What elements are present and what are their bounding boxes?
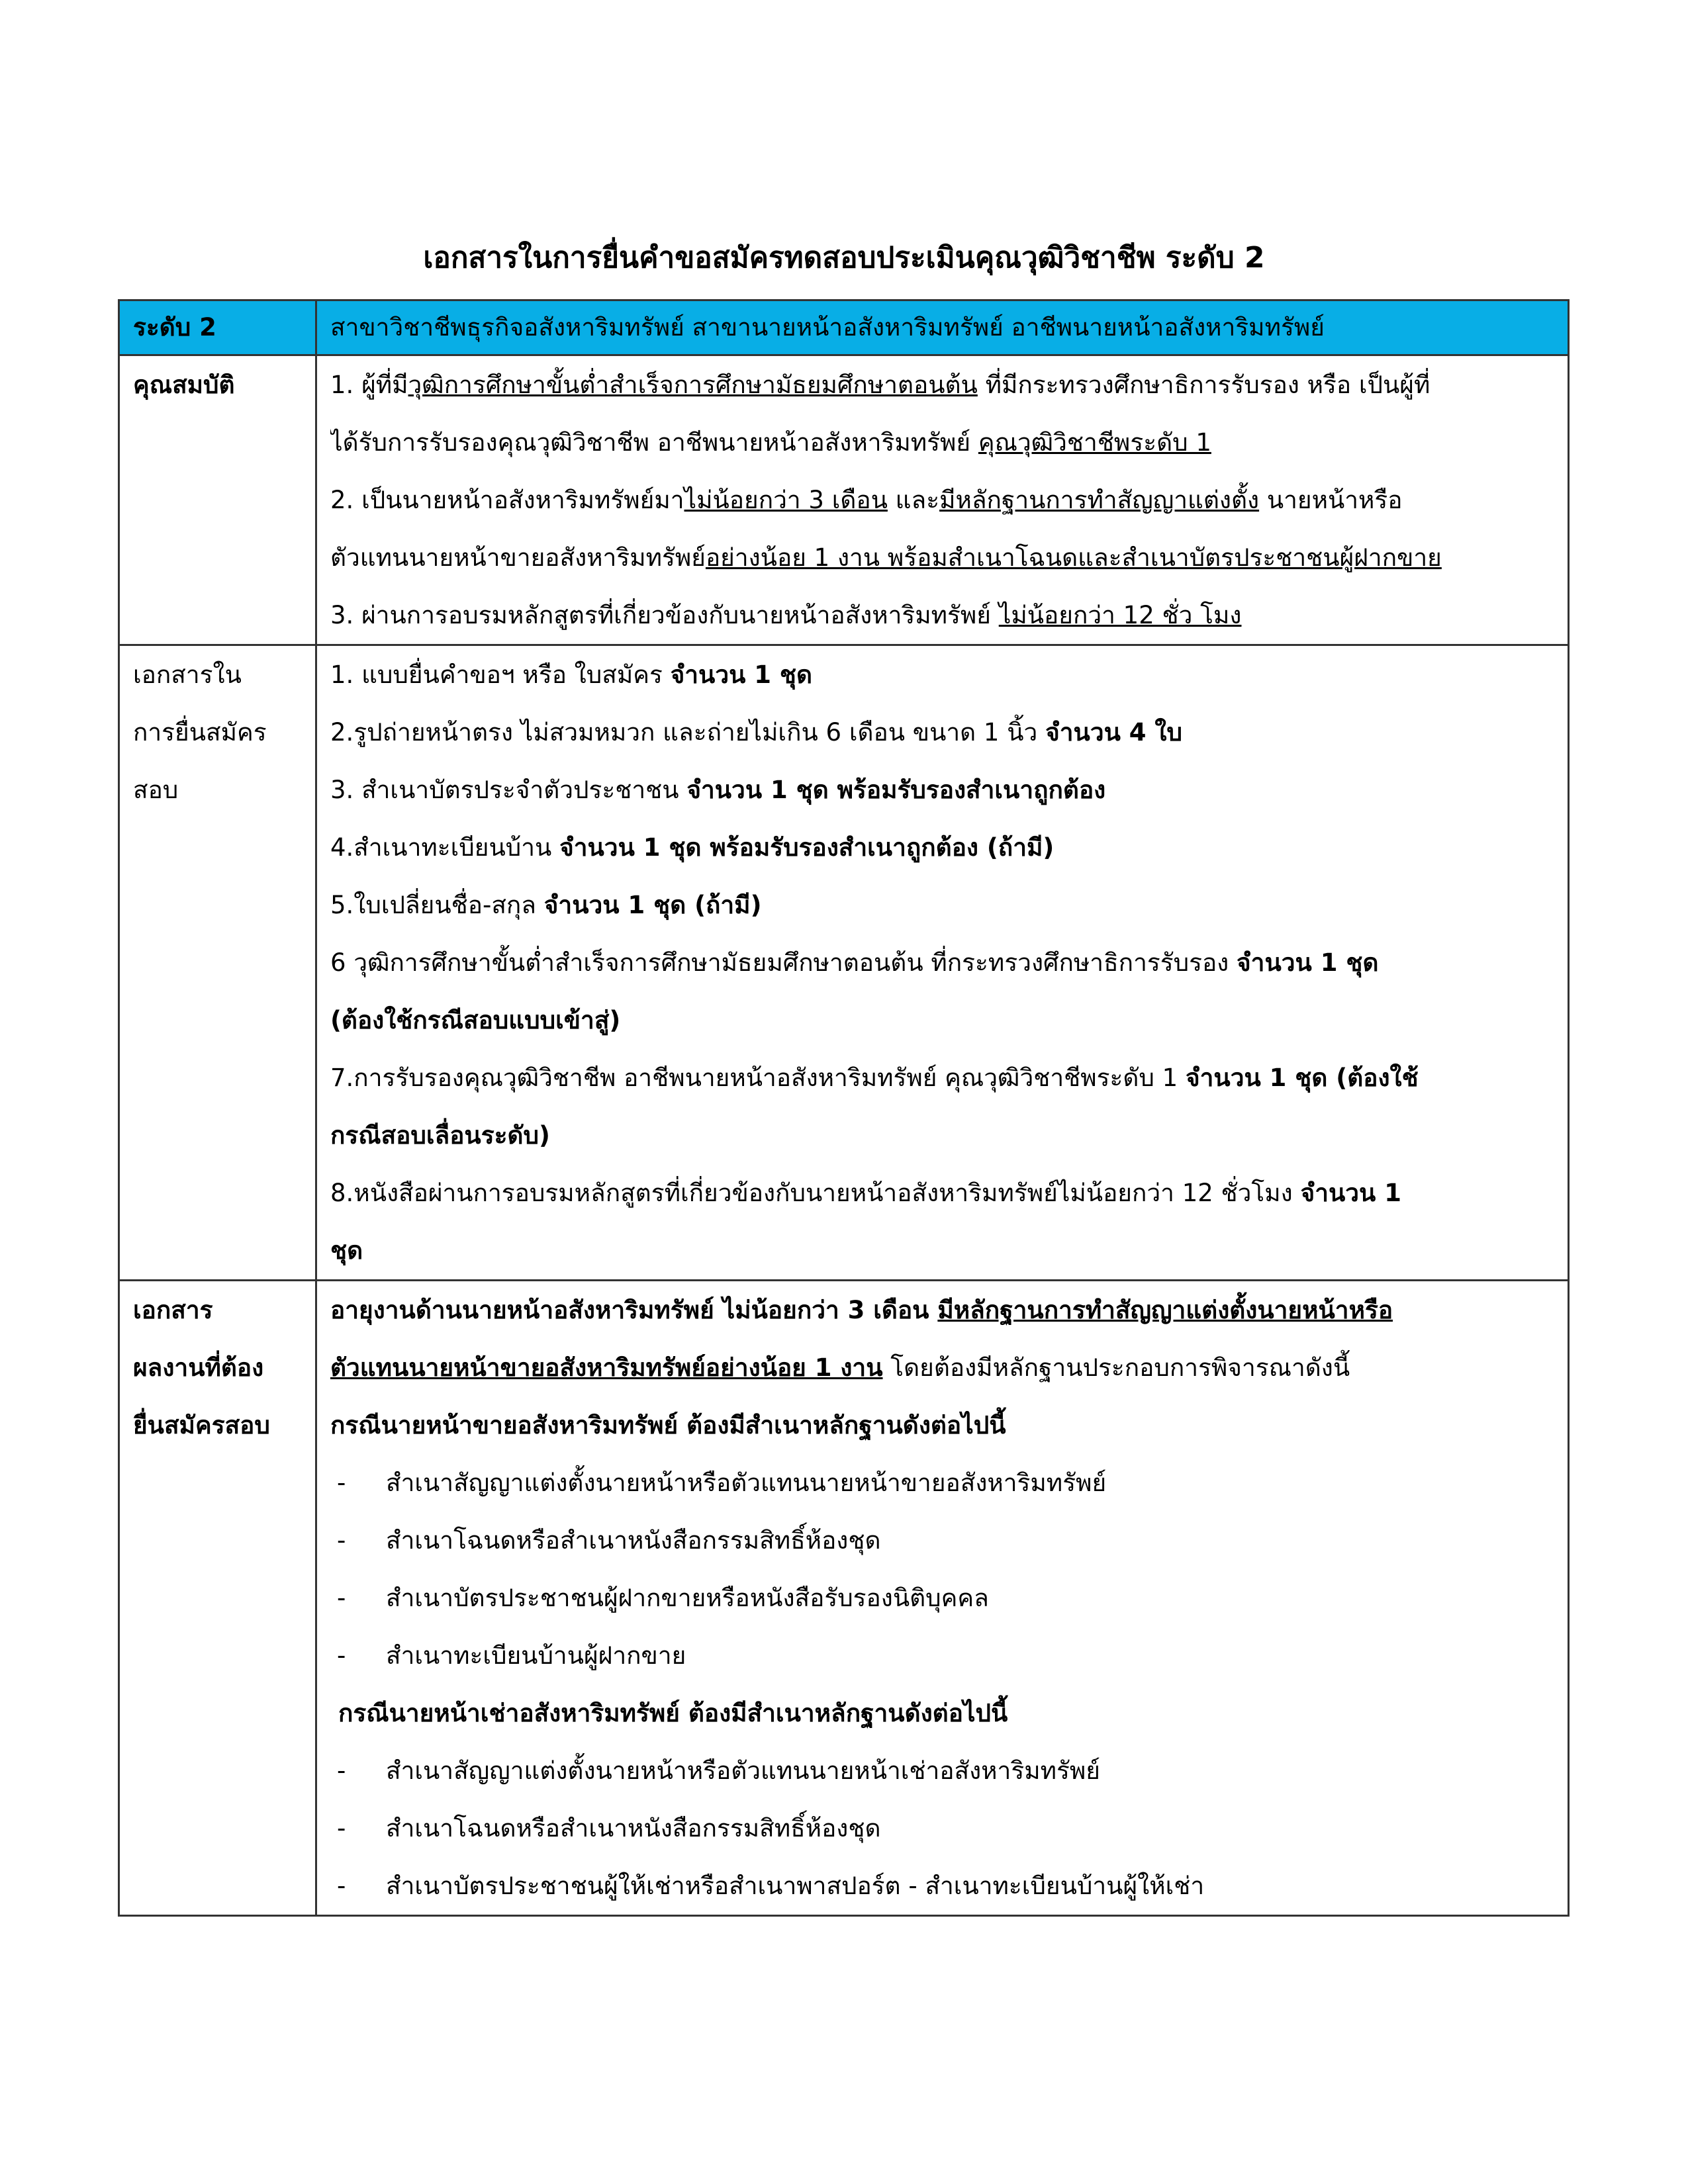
application-documents-row xyxy=(119,645,1569,1281)
dash-bullet: - xyxy=(337,1814,346,1843)
table-header-row xyxy=(119,300,1569,355)
list-item: 6 วุฒิการศึกษาขั้นต่ำสำเร็จการศึกษามัธยมศึกษาตอนต้น ที่กระทรวงศึกษาธิการรับรอง จำนวน 1 ชุด xyxy=(330,948,1379,977)
list-item: 8.หนังสือผ่านการอบรมหลักสูตรที่เกี่ยวข้องกับนายหน้าอสังหาริมทรัพย์ไม่น้อยกว่า 12 ชั่วโมง จำนวน 1 xyxy=(330,1179,1401,1207)
list-item: - สำเนาสัญญาแต่งตั้งนายหน้าหรือตัวแทนนายหน้าเช่าอสังหาริมทรัพย์ xyxy=(330,1742,1568,1799)
qualifications-label: คุณสมบัติ xyxy=(119,355,316,645)
list-item-continuation: กรณีสอบเลื่อนระดับ) xyxy=(330,1121,550,1150)
qualification-line: 2. เป็นนายหน้าอสังหาริมทรัพย์มาไม่น้อยกว่า 3 เดือน และมีหลักฐานการทำสัญญาแต่งตั้ง นายหน้าหรือ xyxy=(330,486,1403,514)
list-item: - สำเนาทะเบียนบ้านผู้ฝากขาย xyxy=(330,1627,1568,1684)
dash-bullet: - xyxy=(337,1641,346,1670)
work-requirement-line: ตัวแทนนายหน้าขายอสังหาริมทรัพย์อย่างน้อย 1 งาน โดยต้องมีหลักฐานประกอบการพิจารณาดังนี้ xyxy=(330,1353,1350,1382)
list-item: 3. สำเนาบัตรประจำตัวประชาชน จำนวน 1 ชุด พร้อมรับรองสำเนาถูกต้อง xyxy=(330,776,1106,804)
list-item: - สำเนาบัตรประชาชนผู้ให้เช่าหรือสำเนาพาสปอร์ต - สำเนาทะเบียนบ้านผู้ให้เช่า xyxy=(330,1857,1568,1915)
qualification-line: ตัวแทนนายหน้าขายอสังหาริมทรัพย์อย่างน้อย 1 งาน พร้อมสำเนาโฉนดและสำเนาบัตรประชาชนผู้ฝากขาย xyxy=(330,543,1442,572)
work-documents-content xyxy=(316,1281,1569,1916)
list-item: - สำเนาบัตรประชาชนผู้ฝากขายหรือหนังสือรับรองนิติบุคคล xyxy=(330,1569,1568,1627)
rent-case-heading: กรณีนายหน้าเช่าอสังหาริมทรัพย์ ต้องมีสำเนาหลักฐานดังต่อไปนี้ xyxy=(338,1699,1008,1727)
qualifications-row xyxy=(119,355,1569,645)
work-requirement-line: อายุงานด้านนายหน้าอสังหาริมทรัพย์ ไม่น้อยกว่า 3 เดือน มีหลักฐานการทำสัญญาแต่งตั้งนายหน้าหรือ xyxy=(330,1296,1393,1324)
qualifications-content xyxy=(316,355,1569,645)
document-title: เอกสารในการยื่นคำขอสมัครทดสอบประเมินคุณวุฒิวิชาชีพ ระดับ 2 xyxy=(423,241,1265,275)
list-item: 5.ใบเปลี่ยนชื่อ-สกุล จำนวน 1 ชุด (ถ้ามี) xyxy=(330,891,762,919)
application-documents-label: เอกสารใน การยื่นสมัคร สอบ xyxy=(119,645,316,1281)
dash-bullet: - xyxy=(337,1872,346,1900)
dash-bullet: - xyxy=(337,1469,346,1497)
requirements-table xyxy=(118,299,1570,1917)
work-documents-row xyxy=(119,1281,1569,1916)
list-item-continuation: ชุด xyxy=(330,1236,363,1265)
sale-case-heading: กรณีนายหน้าขายอสังหาริมทรัพย์ ต้องมีสำเนาหลักฐานดังต่อไปนี้ xyxy=(330,1411,1006,1439)
qualification-line: 3. ผ่านการอบรมหลักสูตรที่เกี่ยวข้องกับนายหน้าอสังหาริมทรัพย์ ไม่น้อยกว่า 12 ชั่ว โมง xyxy=(330,601,1242,629)
list-item: - สำเนาโฉนดหรือสำเนาหนังสือกรรมสิทธิ์ห้องชุด xyxy=(330,1512,1568,1569)
qualification-line: 1. ผู้ที่มีวุฒิการศึกษาขั้นต่ำสำเร็จการศึกษามัธยมศึกษาตอนต้น ที่มีกระทรวงศึกษาธิการรับรอง หรือ เป็นผู้ที่ xyxy=(330,371,1430,399)
level-cell: ระดับ 2 xyxy=(119,300,316,355)
list-item: 7.การรับรองคุณวุฒิวิชาชีพ อาชีพนายหน้าอสังหาริมทรัพย์ คุณวุฒิวิชาชีพระดับ 1 จำนวน 1 ชุด (ต้องใช้ xyxy=(330,1064,1419,1092)
list-item-continuation: (ต้องใช้กรณีสอบแบบเข้าสู่) xyxy=(330,1006,621,1034)
list-item: - สำเนาโฉนดหรือสำเนาหนังสือกรรมสิทธิ์ห้องชุด xyxy=(330,1799,1568,1857)
work-documents-label: เอกสาร ผลงานที่ต้อง ยื่นสมัครสอบ xyxy=(119,1281,316,1916)
application-documents-content xyxy=(316,645,1569,1281)
occupation-description: สาขาวิชาชีพธุรกิจอสังหาริมทรัพย์ สาขานายหน้าอสังหาริมทรัพย์ อาชีพนายหน้าอสังหาริมทรัพย์ xyxy=(316,300,1569,355)
list-item: 4.สำเนาทะเบียนบ้าน จำนวน 1 ชุด พร้อมรับรองสำเนาถูกต้อง (ถ้ามี) xyxy=(330,833,1055,862)
list-item: 2.รูปถ่ายหน้าตรง ไม่สวมหมวก และถ่ายไม่เกิน 6 เดือน ขนาด 1 นิ้ว จำนวน 4 ใบ xyxy=(330,718,1182,747)
list-item: - สำเนาสัญญาแต่งตั้งนายหน้าหรือตัวแทนนายหน้าขายอสังหาริมทรัพย์ xyxy=(330,1454,1568,1512)
dash-bullet: - xyxy=(337,1756,346,1785)
dash-bullet: - xyxy=(337,1526,346,1555)
list-item: 1. แบบยื่นคำขอฯ หรือ ใบสมัคร จำนวน 1 ชุด xyxy=(330,660,813,689)
dash-bullet: - xyxy=(337,1584,346,1612)
qualification-line: ได้รับการรับรองคุณวุฒิวิชาชีพ อาชีพนายหน้าอสังหาริมทรัพย์ คุณวุฒิวิชาชีพระดับ 1 xyxy=(330,428,1211,457)
